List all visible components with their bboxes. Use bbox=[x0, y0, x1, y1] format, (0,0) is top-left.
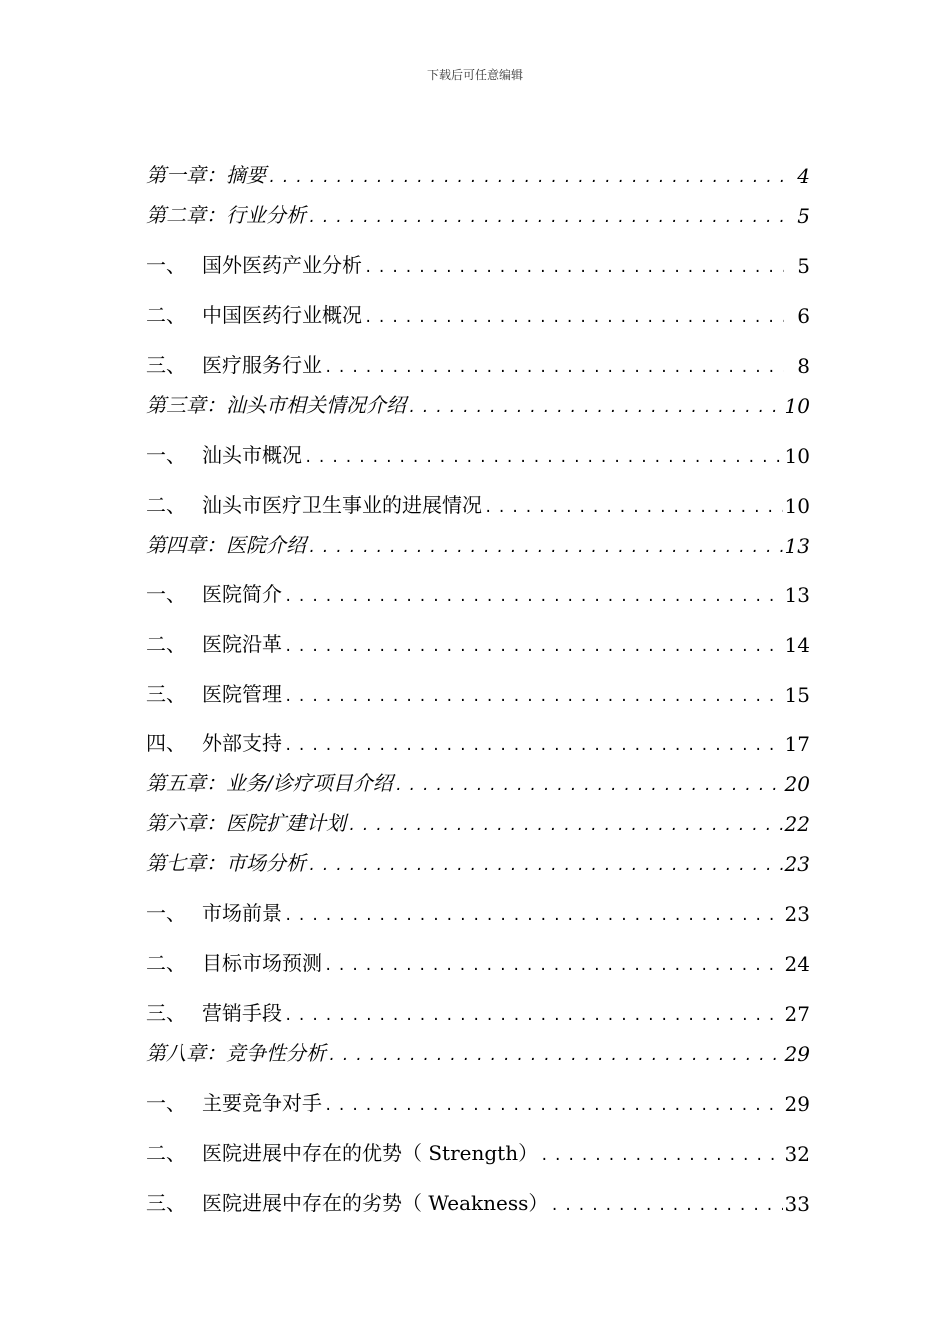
toc-section-entry[interactable] bbox=[146, 1088, 810, 1116]
toc-entry-page: 29 bbox=[784, 1042, 810, 1066]
toc-section-entry[interactable] bbox=[146, 679, 810, 707]
toc-entry-page: 13 bbox=[784, 583, 810, 607]
toc-entry-number: 一、 bbox=[146, 901, 186, 925]
toc-entry-page: 8 bbox=[797, 354, 810, 378]
toc-entry-page: 10 bbox=[784, 394, 810, 418]
toc-dot-leader bbox=[484, 498, 783, 518]
toc-entry-title: 第三章：汕头市相关情况介绍 bbox=[146, 393, 406, 417]
toc-dot-leader bbox=[395, 776, 783, 796]
toc-entry-page: 23 bbox=[784, 852, 810, 876]
toc-section-entry[interactable] bbox=[146, 579, 810, 607]
toc-chapter-entry[interactable] bbox=[146, 848, 810, 876]
toc-section-entry[interactable] bbox=[146, 948, 810, 976]
toc-entry-title: 医院简介 bbox=[202, 582, 282, 606]
toc-dot-leader bbox=[364, 258, 784, 278]
toc-dot-leader bbox=[550, 1196, 782, 1216]
toc-entry-page: 17 bbox=[784, 732, 810, 756]
toc-entry-number: 二、 bbox=[146, 951, 186, 975]
toc-entry-page: 27 bbox=[784, 1002, 810, 1026]
toc-dot-leader bbox=[268, 168, 784, 188]
toc-dot-leader bbox=[324, 956, 783, 976]
toc-dot-leader bbox=[328, 1046, 783, 1066]
toc-section-entry[interactable] bbox=[146, 250, 810, 278]
toc-chapter-entry[interactable] bbox=[146, 768, 810, 796]
toc-entry-number: 二、 bbox=[146, 632, 186, 656]
toc-section-entry[interactable] bbox=[146, 300, 810, 328]
toc-dot-leader bbox=[364, 308, 784, 328]
toc-dot-leader bbox=[284, 1006, 783, 1026]
toc-entry-title: 汕头市医疗卫生事业的进展情况 bbox=[202, 493, 482, 517]
toc-entry-page: 20 bbox=[784, 772, 810, 796]
toc-entry-page: 22 bbox=[784, 812, 810, 836]
toc-entry-number: 一、 bbox=[146, 253, 186, 277]
toc-section-entry[interactable] bbox=[146, 629, 810, 657]
toc-entry-title: 第二章：行业分析 bbox=[146, 203, 306, 227]
toc-dot-leader bbox=[304, 448, 783, 468]
toc-entry-page: 15 bbox=[784, 683, 810, 707]
toc-entry-page: 6 bbox=[797, 304, 810, 328]
toc-entry-page: 5 bbox=[797, 204, 810, 228]
toc-chapter-entry[interactable] bbox=[146, 390, 810, 418]
toc-section-entry[interactable] bbox=[146, 350, 810, 378]
toc-entry-title: 目标市场预测 bbox=[202, 951, 322, 975]
toc-entry-page: 33 bbox=[784, 1192, 810, 1216]
toc-entry-page: 5 bbox=[797, 254, 810, 278]
toc-chapter-entry[interactable] bbox=[146, 808, 810, 836]
toc-entry-page: 14 bbox=[784, 633, 810, 657]
toc-entry-page: 10 bbox=[784, 444, 810, 468]
toc-entry-number: 一、 bbox=[146, 1091, 186, 1115]
toc-dot-leader bbox=[284, 637, 783, 657]
toc-section-entry[interactable] bbox=[146, 998, 810, 1026]
toc-entry-page: 13 bbox=[784, 534, 810, 558]
toc-entry-title: 汕头市概况 bbox=[202, 443, 302, 467]
toc-entry-title: 市场前景 bbox=[202, 901, 282, 925]
toc-dot-leader bbox=[324, 1096, 783, 1116]
toc-section-entry[interactable] bbox=[146, 1188, 810, 1216]
toc-entry-title: 主要竞争对手 bbox=[202, 1091, 322, 1115]
toc-entry-page: 24 bbox=[784, 952, 810, 976]
toc-entry-title: 第四章：医院介绍 bbox=[146, 533, 306, 557]
toc-entry-page: 4 bbox=[797, 164, 810, 188]
toc-entry-title: 第七章：市场分析 bbox=[146, 851, 306, 875]
toc-entry-title: 医院进展中存在的优势（ Strength） bbox=[202, 1141, 539, 1165]
toc-section-entry[interactable] bbox=[146, 728, 810, 756]
toc-dot-leader bbox=[284, 906, 783, 926]
toc-entry-number: 四、 bbox=[146, 731, 186, 755]
toc-entry-title: 第八章：竞争性分析 bbox=[146, 1041, 326, 1065]
toc-dot-leader bbox=[324, 358, 784, 378]
toc-entry-title: 第一章：摘要 bbox=[146, 163, 266, 187]
toc-chapter-entry[interactable] bbox=[146, 1038, 810, 1066]
toc-dot-leader bbox=[408, 398, 783, 418]
toc-dot-leader bbox=[308, 856, 783, 876]
toc-entry-title: 营销手段 bbox=[202, 1001, 282, 1025]
toc-dot-leader bbox=[540, 1146, 782, 1166]
toc-dot-leader bbox=[308, 208, 784, 228]
toc-dot-leader bbox=[308, 538, 783, 558]
toc-section-entry[interactable] bbox=[146, 440, 810, 468]
toc-section-entry[interactable] bbox=[146, 898, 810, 926]
toc-entry-number: 二、 bbox=[146, 303, 186, 327]
toc-entry-number: 二、 bbox=[146, 1141, 186, 1165]
toc-entry-page: 32 bbox=[784, 1142, 810, 1166]
toc-entry-page: 10 bbox=[784, 494, 810, 518]
toc-dot-leader bbox=[284, 587, 783, 607]
toc-entry-title: 医院管理 bbox=[202, 682, 282, 706]
toc-entry-title: 国外医药产业分析 bbox=[202, 253, 362, 277]
toc-entry-title: 医疗服务行业 bbox=[202, 353, 322, 377]
toc-entry-number: 一、 bbox=[146, 443, 186, 467]
toc-chapter-entry[interactable] bbox=[146, 160, 810, 188]
toc-dot-leader bbox=[284, 687, 783, 707]
toc-chapter-entry[interactable] bbox=[146, 200, 810, 228]
page-header: 下载后可任意编辑 bbox=[426, 68, 523, 82]
toc-chapter-entry[interactable] bbox=[146, 530, 810, 558]
toc-entry-title: 医院进展中存在的劣势（ Weakness） bbox=[202, 1191, 549, 1215]
toc-section-entry[interactable] bbox=[146, 490, 810, 518]
toc-entry-title: 医院沿革 bbox=[202, 632, 282, 656]
toc-entry-page: 29 bbox=[784, 1092, 810, 1116]
toc-entry-title: 第五章：业务/诊疗项目介绍 bbox=[146, 771, 393, 795]
toc-entry-title: 中国医药行业概况 bbox=[202, 303, 362, 327]
toc-entry-page: 23 bbox=[784, 902, 810, 926]
toc-entry-number: 三、 bbox=[146, 353, 186, 377]
toc-entry-title: 外部支持 bbox=[202, 731, 282, 755]
toc-entry-number: 一、 bbox=[146, 582, 186, 606]
toc-dot-leader bbox=[348, 816, 783, 836]
toc-entry-number: 三、 bbox=[146, 1191, 186, 1215]
toc-entry-number: 三、 bbox=[146, 1001, 186, 1025]
toc-dot-leader bbox=[284, 736, 783, 756]
toc-entry-title: 第六章：医院扩建计划 bbox=[146, 811, 346, 835]
toc-entry-number: 二、 bbox=[146, 493, 186, 517]
toc-entry-number: 三、 bbox=[146, 682, 186, 706]
toc-section-entry[interactable] bbox=[146, 1138, 810, 1166]
